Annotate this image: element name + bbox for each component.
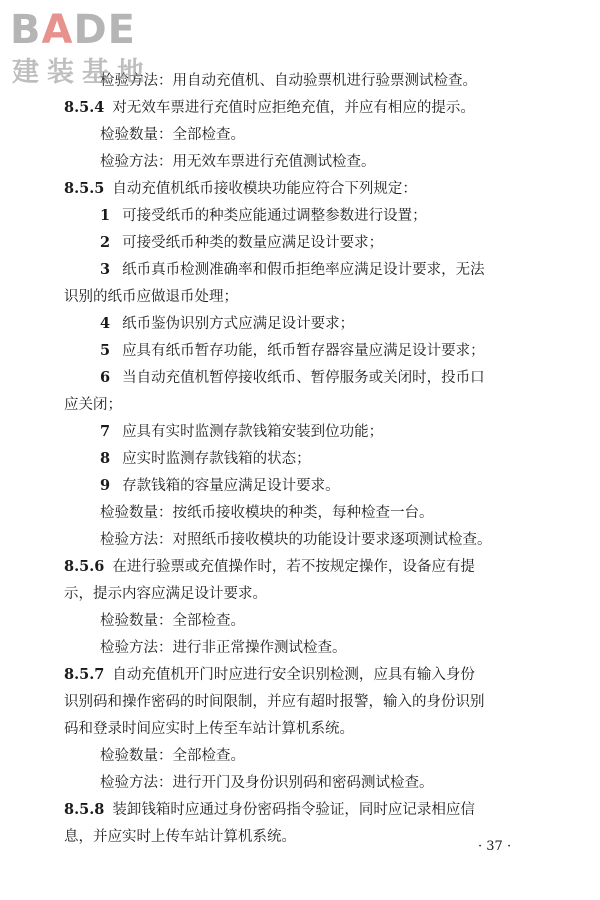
clause-number: 8.5.6 xyxy=(64,558,105,575)
item-text: 可接受纸币的种类应能通过调整参数进行设置； xyxy=(122,208,427,224)
list-item xyxy=(100,233,383,253)
list-item xyxy=(100,314,354,334)
clause-number: 8.5.4 xyxy=(64,99,105,116)
item-text: 纸币鉴伪识别方式应满足设计要求； xyxy=(122,316,355,332)
list-item xyxy=(100,260,485,280)
text-line: 检验方法：对照纸币接收模块的功能设计要求逐项测试检查。 xyxy=(100,532,492,548)
list-item xyxy=(100,341,485,361)
item-number: 3 xyxy=(100,261,111,278)
watermark-logo xyxy=(10,8,180,93)
clause-number: 8.5.5 xyxy=(64,180,105,197)
text-line: 码和登录时间应实时上传至车站计算机系统。 xyxy=(64,721,354,737)
item-number: 5 xyxy=(100,342,111,359)
item-number: 9 xyxy=(100,477,111,494)
text-line: 检验方法：用无效车票进行充值测试检查。 xyxy=(100,154,376,170)
item-text: 应具有纸币暂存功能，纸币暂存器容量应满足设计要求； xyxy=(122,343,485,359)
item-number: 2 xyxy=(100,234,111,251)
item-text: 应具有实时监测存款钱箱安装到位功能； xyxy=(122,424,384,440)
item-number: 6 xyxy=(100,369,111,386)
text-line: 检验方法：进行开门及身份识别码和密码测试检查。 xyxy=(100,775,434,791)
text-line: 检验数量：全部检查。 xyxy=(100,127,245,143)
clause-text: 自动充值机开门时应进行安全识别检测，应具有输入身份 xyxy=(112,667,475,683)
clause-text: 对无效车票进行充值时应拒绝充值，并应有相应的提示。 xyxy=(112,100,475,116)
clause-number: 8.5.8 xyxy=(64,801,105,818)
text-line: 检验数量：全部检查。 xyxy=(100,748,245,764)
list-item xyxy=(100,476,340,496)
text-line: 检验方法：用自动充值机、自动验票机进行验票测试检查。 xyxy=(100,73,477,89)
text-line: 息，并应实时上传车站计算机系统。 xyxy=(64,829,296,845)
clause-8-5-6 xyxy=(64,557,475,577)
text-line: 检验方法：进行非正常操作测试检查。 xyxy=(100,640,347,656)
item-number: 1 xyxy=(100,207,111,224)
list-item xyxy=(100,422,383,442)
item-number: 4 xyxy=(100,315,111,332)
text-line: 示，提示内容应满足设计要求。 xyxy=(64,586,267,602)
item-number: 7 xyxy=(100,423,111,440)
item-text: 当自动充值机暂停接收纸币、暂停服务或关闭时，投币口 xyxy=(122,370,485,386)
text-line: 识别码和操作密码的时间限制，并应有超时报警，输入的身份识别 xyxy=(64,694,485,710)
item-number: 8 xyxy=(100,450,111,467)
text-line: 识别的纸币应做退币处理； xyxy=(64,289,238,305)
item-text: 应实时监测存款钱箱的状态； xyxy=(122,451,311,467)
text-line: 检验数量：按纸币接收模块的种类，每种检查一台。 xyxy=(100,505,434,521)
clause-8-5-5 xyxy=(64,179,417,199)
text-line: 检验数量：全部检查。 xyxy=(100,613,245,629)
text-line: 应关闭； xyxy=(64,397,122,413)
item-text: 存款钱箱的容量应满足设计要求。 xyxy=(122,478,340,494)
page-number: · 37 · xyxy=(478,839,512,854)
list-item xyxy=(100,206,427,226)
clause-number: 8.5.7 xyxy=(64,666,105,683)
logo-subtitle: 建装基地 xyxy=(12,57,152,88)
item-text: 纸币真币检测准确率和假币拒绝率应满足设计要求，无法 xyxy=(122,262,485,278)
clause-8-5-8 xyxy=(64,800,475,820)
item-text: 可接受纸币种类的数量应满足设计要求； xyxy=(122,235,384,251)
list-item xyxy=(100,368,485,388)
clause-8-5-4 xyxy=(64,98,475,118)
clause-8-5-7 xyxy=(64,665,475,685)
clause-text: 自动充值机纸币接收模块功能应符合下列规定： xyxy=(112,181,417,197)
list-item xyxy=(100,449,311,469)
logo-wordmark: BADE xyxy=(10,7,136,53)
clause-text: 装卸钱箱时应通过身份密码指令验证，同时应记录相应信 xyxy=(112,802,475,818)
clause-text: 在进行验票或充值操作时，若不按规定操作，设备应有提 xyxy=(112,559,475,575)
